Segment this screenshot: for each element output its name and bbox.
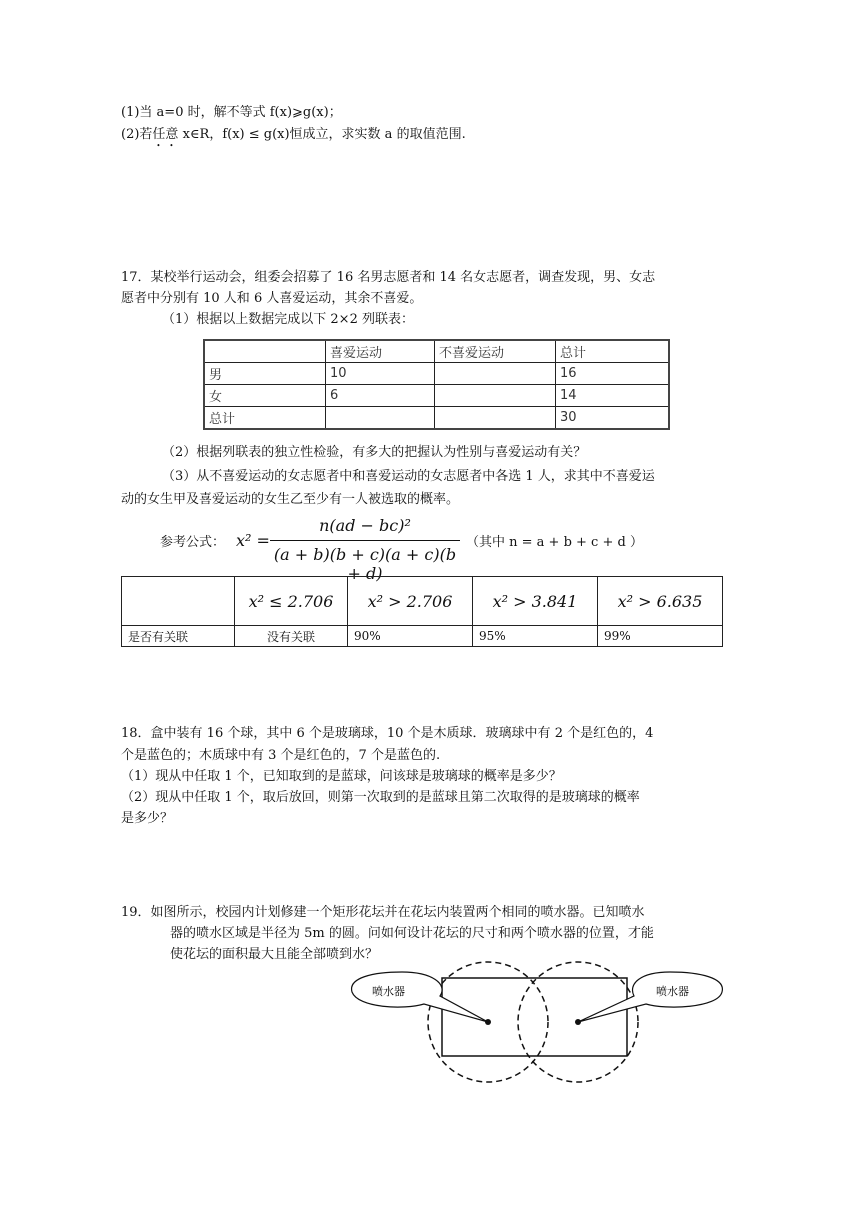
q19-line3: 使花坛的面积最大且能全部喷到水？ xyxy=(170,947,379,962)
table-header: x² ≤ 2.706 xyxy=(235,577,348,626)
fraction-bar xyxy=(270,540,460,541)
table-cell xyxy=(122,577,235,626)
table-cell: 16 xyxy=(556,363,670,385)
q16-part2-post: x∈R，f(x) ≤ g(x)恒成立，求实数 a 的取值范围. xyxy=(178,127,466,142)
table-header: 不喜爱运动 xyxy=(435,340,556,363)
table-header: x² > 3.841 xyxy=(473,577,598,626)
table-cell xyxy=(435,407,556,430)
label-right: 喷水器 xyxy=(656,985,689,998)
table-cell: 10 xyxy=(326,363,435,385)
q17-line2: 愿者中分别有 10 人和 6 人喜爱运动，其余不喜爱。 xyxy=(121,291,423,306)
table-cell: 99% xyxy=(598,626,723,647)
label-left: 喷水器 xyxy=(372,985,405,998)
table-cell: 30 xyxy=(556,407,670,430)
table-header-row xyxy=(204,340,669,363)
q17-line1: 17．某校举行运动会，组委会招募了 16 名男志愿者和 14 名女志愿者，调查发现，男、女志 xyxy=(121,270,656,285)
q18-part2-line1: （2）现从中任取 1 个，取后放回，则第一次取到的是蓝球且第二次取得的是玻璃球的概率 xyxy=(121,790,640,805)
q19-line2: 器的喷水区域是半径为 5m 的圆。问如何设计花坛的尺寸和两个喷水器的位置，才能 xyxy=(170,926,654,941)
q16-part2-pre: (2)若 xyxy=(121,127,153,142)
contingency-table xyxy=(203,339,670,430)
q18-line2: 个是蓝色的；木质球中有 3 个是红色的，7 个是蓝色的. xyxy=(121,748,441,763)
formula-lhs: x² = xyxy=(236,531,270,550)
table-cell xyxy=(435,385,556,407)
q18-line1: 18．盒中装有 16 个球，其中 6 个是玻璃球，10 个是木质球．玻璃球中有 2 个是红色的，4 xyxy=(121,726,654,741)
formula-label: 参考公式： xyxy=(160,535,226,550)
q16-part2 xyxy=(121,126,466,150)
table-cell: 总计 xyxy=(204,407,326,430)
table-row xyxy=(204,363,669,385)
q17-part1: （1）根据以上数据完成以下 2×2 列联表： xyxy=(162,312,414,327)
q18-part2-line2: 是多少？ xyxy=(121,811,174,826)
formula-note: （其中 n = a + b + c + d ） xyxy=(466,535,643,550)
reference-table xyxy=(121,576,723,647)
sprinkler-diagram xyxy=(340,958,730,1088)
table-cell: 是否有关联 xyxy=(122,626,235,647)
table-cell: 90% xyxy=(348,626,473,647)
table-cell xyxy=(435,363,556,385)
q16-part2-emphasis: 任意 xyxy=(152,127,179,142)
table-row xyxy=(204,385,669,407)
table-cell: 14 xyxy=(556,385,670,407)
table-row xyxy=(204,407,669,430)
table-header-row xyxy=(122,577,723,626)
q17-part2: （2）根据列联表的独立性检验，有多大的把握认为性别与喜爱运动有关？ xyxy=(162,445,587,460)
q17-part3-line1: （3）从不喜爱运动的女志愿者中和喜爱运动的女志愿者中各选 1 人，求其中不喜爱运 xyxy=(162,469,655,484)
table-header: x² > 6.635 xyxy=(598,577,723,626)
table-header: 总计 xyxy=(556,340,670,363)
table-cell: 95% xyxy=(473,626,598,647)
table-cell: 没有关联 xyxy=(235,626,348,647)
callout-right xyxy=(578,972,722,1022)
q19-line1: 19．如图所示，校园内计划修建一个矩形花坛并在花坛内装置两个相同的喷水器。已知喷水 xyxy=(121,905,645,920)
table-header: 喜爱运动 xyxy=(326,340,435,363)
table-header: x² > 2.706 xyxy=(348,577,473,626)
table-cell xyxy=(204,340,326,363)
table-cell: 男 xyxy=(204,363,326,385)
table-row xyxy=(122,626,723,647)
table-cell xyxy=(326,407,435,430)
table-cell: 6 xyxy=(326,385,435,407)
q17-part3-line2: 动的女生甲及喜爱运动的女生乙至少有一人被选取的概率。 xyxy=(121,492,460,507)
formula-denominator: (a + b)(b + c)(a + c)(b + d) xyxy=(273,545,457,583)
formula-numerator: n(ad − bc)² xyxy=(319,516,411,535)
table-cell: 女 xyxy=(204,385,326,407)
q16-part1: (1)当 a=0 时，解不等式 f(x)⩾g(x)； xyxy=(121,105,342,120)
q18-part1: （1）现从中任取 1 个，已知取到的是蓝球，问该球是玻璃球的概率是多少？ xyxy=(121,769,562,784)
